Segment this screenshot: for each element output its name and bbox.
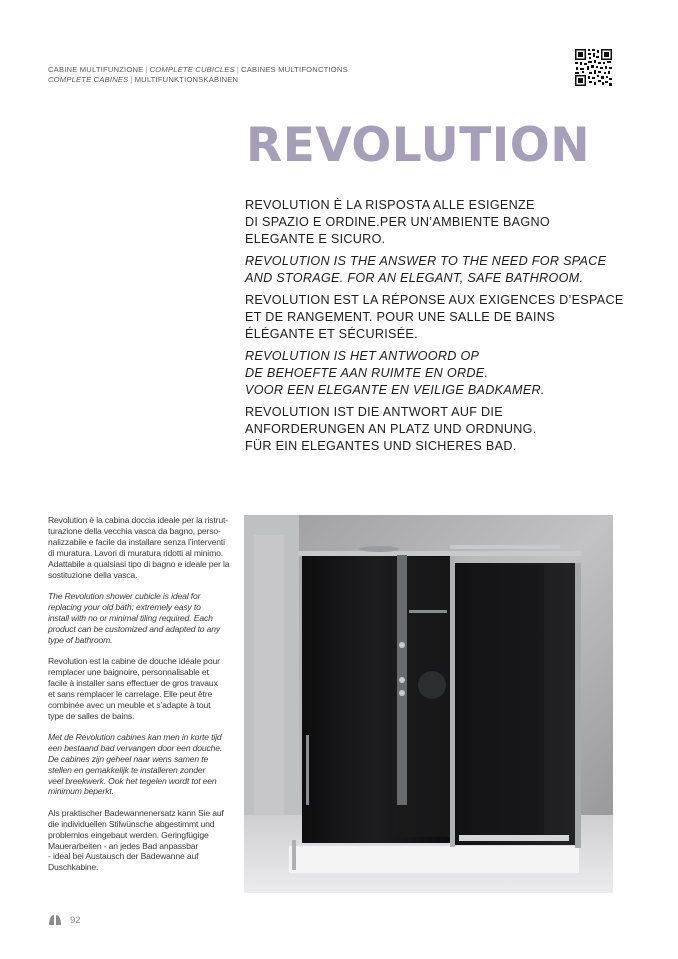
description-column — [48, 515, 230, 884]
description-paragraph-line: di muratura. Lavori di muratura ridotti al minimo. — [48, 547, 223, 558]
description-paragraph-line: stellen en gemakkelijk te installeren zonder — [48, 764, 206, 775]
product-title: REVOLUTION — [246, 118, 591, 173]
description-paragraph — [48, 515, 230, 580]
tagline-paragraph-line: REVOLUTION IS THE ANSWER TO THE NEED FOR SPACE — [245, 254, 607, 268]
category-label: CABINE MULTIFUNZIONE — [48, 65, 144, 74]
description-paragraph-line: die individuellen Stilwünsche abgestimmt und — [48, 818, 215, 829]
tagline-paragraph-line: REVOLUTION IS HET ANTWOORD OP — [245, 349, 480, 363]
tagline-paragraph-line: REVOLUTION EST LA RÉPONSE AUX EXIGENCES D’ESPACE — [245, 293, 624, 307]
description-paragraph-line: product can be customized and adapted to any — [48, 623, 221, 634]
description-paragraph-line: De cabines zijn geheel naar wens samen te — [48, 753, 209, 764]
description-paragraph — [48, 732, 222, 797]
category-header — [48, 65, 348, 85]
tagline-paragraph-line: ELEGANTE E SICURO. — [245, 232, 386, 246]
description-paragraph-line: - ideal bei Austausch der Badewanne auf — [48, 851, 199, 862]
description-paragraph-line: Mauerarbeiten - an jedes Bad anpassbar — [48, 840, 199, 851]
taglines — [245, 197, 625, 460]
description-paragraph-line: sostituzione della vasca. — [48, 569, 138, 580]
tagline-paragraph-line: ÉLÉGANTE ET SÉCURISÉE. — [245, 327, 418, 341]
description-paragraph-line: Revolution est la cabine de douche idéale pour — [48, 655, 220, 666]
tagline-paragraph-line: ET DE RANGEMENT. POUR UNE SALLE DE BAINS — [245, 310, 555, 324]
category-label: COMPLETE CABINES — [48, 75, 129, 84]
description-paragraph-line: Als praktischer Badewannenersatz kann Sie auf — [48, 807, 224, 818]
tagline-paragraph — [245, 348, 625, 399]
description-paragraph-line: replacing your old bath; extremely easy to — [48, 601, 201, 612]
category-separator: | — [145, 65, 148, 74]
tagline-paragraph — [245, 404, 625, 455]
description-paragraph — [48, 656, 222, 721]
tagline-paragraph-line: AND STORAGE. FOR AN ELEGANT, SAFE BATHROOM. — [245, 271, 584, 285]
description-paragraph-line: type de salles de bains. — [48, 710, 135, 721]
description-paragraph-line: Met de Revolution cabines kan men in korte tijd — [48, 731, 222, 742]
qr-code-icon[interactable] — [574, 48, 613, 87]
tagline-paragraph — [245, 292, 625, 343]
description-paragraph-line: combinée avec un meuble et s’adapte à tout — [48, 699, 211, 710]
description-paragraph-line: et sans remplacer le carrelage. Elle peut être — [48, 688, 213, 699]
description-paragraph-line: veel breekwerk. Ook het tegelen wordt tot een — [48, 775, 217, 786]
tagline-paragraph-line: DE BEHOEFTE AAN RUIMTE EN ORDE. — [245, 366, 489, 380]
category-label: MULTIFUNKTIONSKABINEN — [134, 75, 239, 84]
description-paragraph-line: nalizzabile e facile da installare senza l’interventi — [48, 536, 225, 547]
tagline-paragraph — [245, 197, 625, 248]
description-paragraph-line: turazione della vecchia vasca da bagno, perso- — [48, 525, 221, 536]
category-header-line-2 — [48, 75, 348, 85]
description-paragraph-line: Duschkabine. — [48, 862, 99, 873]
tagline-paragraph — [245, 253, 625, 287]
brand-logo-icon — [48, 914, 62, 926]
tagline-paragraph-line: VOOR EEN ELEGANTE EN VEILIGE BADKAMER. — [245, 383, 545, 397]
tagline-paragraph-line: ANFORDERUNGEN AN PLATZ UND ORDNUNG. — [245, 422, 537, 436]
tagline-paragraph-line: FÜR EIN ELEGANTES UND SICHERES BAD. — [245, 439, 517, 453]
page-number: 92 — [70, 915, 81, 926]
shower-cabin-photo — [244, 515, 613, 893]
description-paragraph-line: type of bathroom. — [48, 634, 113, 645]
description-paragraph-line: minimum beperkt. — [48, 786, 114, 797]
description-paragraph-line: Adattabile a qualsiasi tipo di bagno e ideale per la — [48, 558, 230, 569]
description-paragraph-line: The Revolution shower cubicle is ideal for — [48, 590, 201, 601]
tagline-paragraph-line: DI SPAZIO E ORDINE.PER UN’AMBIENTE BAGNO — [245, 215, 550, 229]
description-paragraph-line: facile à installer sans effectuer de gros travaux — [48, 677, 218, 688]
description-paragraph-line: een bestaand bad vervangen door een douche. — [48, 742, 223, 753]
tagline-paragraph-line: REVOLUTION È LA RISPOSTA ALLE ESIGENZE — [245, 198, 535, 212]
description-paragraph — [48, 808, 222, 873]
description-paragraph-line: Revolution è la cabina doccia ideale per la ristrut- — [48, 515, 228, 525]
description-paragraph — [48, 591, 222, 646]
description-paragraph-line: problemlos eingebaut werden. Geringfügige — [48, 829, 209, 840]
description-paragraph-line: remplacer une baignoire, personnalisable et — [48, 666, 209, 677]
description-paragraph-line: install with no or minimal tiling required. Each — [48, 612, 213, 623]
category-separator: | — [236, 65, 240, 74]
category-separator: | — [130, 75, 133, 84]
category-label: COMPLETE CUBICLES — [149, 65, 235, 74]
category-header-line-1 — [48, 65, 348, 75]
category-label: CABINES MULTIFONCTIONS — [241, 65, 348, 74]
tagline-paragraph-line: REVOLUTION IST DIE ANTWORT AUF DIE — [245, 405, 503, 419]
